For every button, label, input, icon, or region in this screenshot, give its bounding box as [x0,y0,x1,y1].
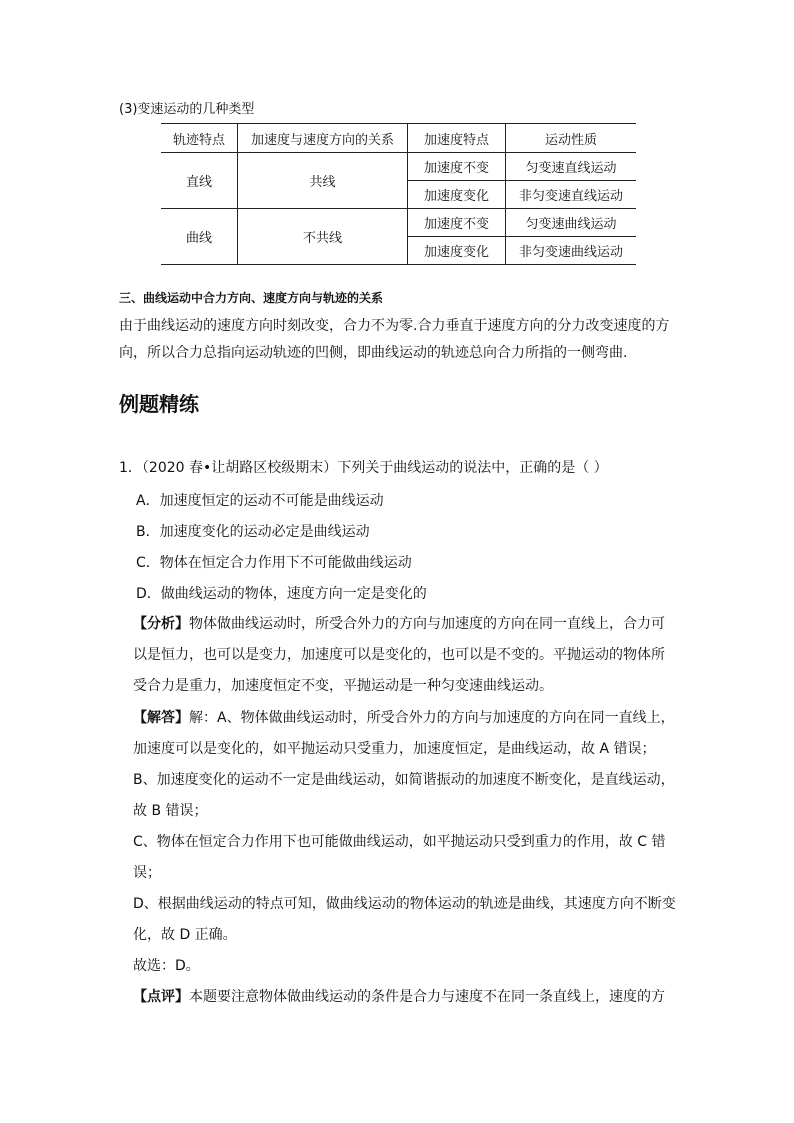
table-cell-acceleration: 加速度不变 [408,209,506,237]
table-row [161,209,636,237]
solution-line: B、加速度变化的运动不一定是曲线运动，如简谐振动的加速度不断变化，是直线运动， [133,772,675,788]
option-b: B．加速度变化的运动必定是曲线运动 [136,524,370,540]
table-cell-acceleration: 加速度不变 [408,153,506,181]
table-cell-acceleration: 加速度变化 [408,181,506,209]
section-heading: 三、曲线运动中合力方向、速度方向与轨迹的关系 [119,291,384,305]
option-c: C．物体在恒定合力作用下不可能做曲线运动 [136,555,412,571]
solution-line: 故选：D。 [133,958,200,974]
table-cell-relation: 共线 [238,153,408,209]
solution-line: 化，故 D 正确。 [133,927,237,943]
table-cell-acceleration: 加速度变化 [408,237,506,265]
table-header-cell: 轨迹特点 [161,124,238,153]
table-row [161,153,636,181]
analysis-line: 受合力是重力，加速度恒定不变，平抛运动是一种匀变速曲线运动。 [133,678,553,694]
example-section-title: 例题精练 [119,392,199,416]
option-d: D．做曲线运动的物体，速度方向一定是变化的 [136,586,427,602]
comment-block [133,982,685,1013]
table-cell-trajectory: 直线 [161,153,238,209]
comment-tag: 【点评】 [133,989,189,1005]
analysis-tag: 【分析】 [133,616,189,632]
table-cell-nature: 匀变速直线运动 [506,153,637,181]
subsection-heading: (3)变速运动的几种类型 [119,102,255,117]
table-header-cell: 加速度与速度方向的关系 [238,124,408,153]
solution-line: C、物体在恒定合力作用下也可能做曲线运动，如平抛运动只受到重力的作用，故 C 错 [133,834,666,850]
table-header-row [161,124,636,153]
solution-line: D、根据曲线运动的特点可知，做曲线运动的物体运动的轨迹是曲线，其速度方向不断变 [133,896,676,912]
table-cell-relation: 不共线 [238,209,408,265]
table-cell-nature: 非匀变速直线运动 [506,181,637,209]
table-cell-nature: 匀变速曲线运动 [506,209,637,237]
question-stem: 1．（2020 春•让胡路区校级期末）下列关于曲线运动的说法中，正确的是（ ） [119,460,608,476]
analysis-line: 以是恒力，也可以是变力，加速度可以是变化的，也可以是不变的。平抛运动的物体所 [133,647,665,663]
motion-types-table [161,123,636,265]
solution-line: 误； [133,865,161,881]
solution-line: 故 B 错误； [133,803,208,819]
comment-line: 【点评】本题要注意物体做曲线运动的条件是合力与速度不在同一条直线上，速度的方 [133,989,665,1005]
table-cell-nature: 非匀变速曲线运动 [506,237,637,265]
solution-line: 加速度可以是变化的，如平抛运动只受重力，加速度恒定，是曲线运动，故 A 错误； [133,741,656,757]
analysis-line: 【分析】物体做曲线运动时，所受合外力的方向与加速度的方向在同一直线上，合力可 [133,616,665,632]
solution-block [133,703,685,982]
section-paragraph [119,313,679,367]
table-header-cell: 加速度特点 [408,124,506,153]
paragraph-line: 向，所以合力总指向运动轨迹的凹侧，即曲线运动的轨迹总向合力所指的一侧弯曲. [119,345,628,361]
paragraph-line: 由于曲线运动的速度方向时刻改变，合力不为零.合力垂直于速度方向的分力改变速度的方 [119,318,670,334]
solution-line: 【解答】解：A、物体做曲线运动时，所受合外力的方向与加速度的方向在同一直线上， [133,710,675,726]
option-a: A．加速度恒定的运动不可能是曲线运动 [136,493,384,509]
analysis-block [133,609,685,702]
table-header-cell: 运动性质 [506,124,637,153]
table-cell-trajectory: 曲线 [161,209,238,265]
solution-tag: 【解答】 [133,710,189,726]
